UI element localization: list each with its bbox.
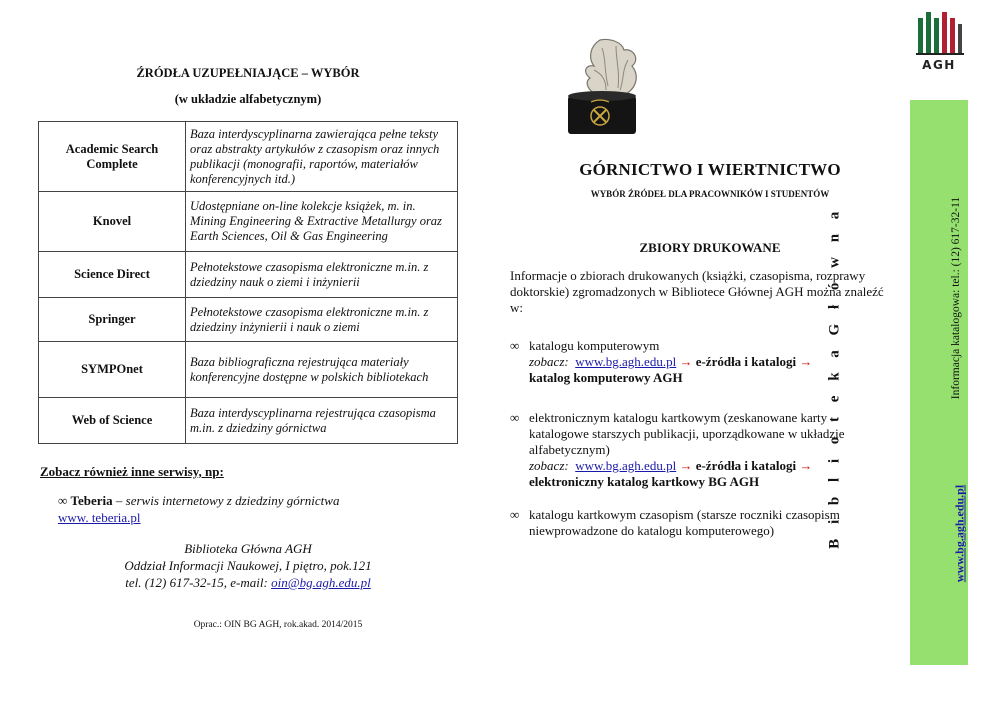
- table-row: [39, 122, 458, 192]
- source-name: Science Direct: [39, 252, 186, 298]
- intro-paragraph: Informacje o zbiorach drukowanych (książki, czasopisma, rozprawy doktorskie) zgromadzonych w Bibliotece Głównej AGH można znaleźć w:: [510, 268, 884, 315]
- miner-emblem-icon: [560, 36, 660, 148]
- banner-library-title: B i b l i o t e k a G ł ó w n a: [826, 206, 843, 549]
- bg-agh-link[interactable]: www.bg.agh.edu.pl: [575, 354, 677, 369]
- table-row: [39, 298, 458, 342]
- bg-agh-link[interactable]: www.bg.agh.edu.pl: [575, 458, 677, 473]
- teberia-item: [58, 492, 339, 526]
- source-description: Baza interdyscyplinarna zawierająca pełne teksty oraz abstrakty artykułów z czasopism oraz innych publikacji (monografii, raportów, materiałów konferencyjnych itd.): [186, 122, 458, 192]
- arrow-right-icon: →: [679, 458, 693, 473]
- teberia-name: Teberia: [70, 493, 113, 508]
- arrow-right-icon: →: [799, 354, 813, 369]
- agh-logo-icon: [914, 8, 966, 58]
- teberia-description: – serwis internetowy z dziedziny górnictwa: [115, 493, 340, 508]
- source-name: Springer: [39, 298, 186, 342]
- source-description: Baza interdyscyplinarna rejestrująca czasopisma m.in. z dziedziny górnictwa: [186, 398, 458, 444]
- see-also-heading: Zobacz również inne serwisy, np:: [40, 464, 224, 479]
- teberia-link[interactable]: www. teberia.pl: [58, 510, 141, 525]
- contact-library: Biblioteka Główna AGH: [184, 541, 312, 556]
- arrow-right-icon: →: [679, 354, 693, 369]
- table-row: [39, 342, 458, 398]
- sources-subheading: (w układzie alfabetycznym): [174, 92, 322, 106]
- arrow-right-icon: →: [799, 458, 813, 473]
- list-item-journal-catalog: ∞ katalogu kartkowym czasopism (starsze roczniki czasopism niewprowadzone do katalogu komputerowego): [510, 507, 840, 538]
- list-item-card-catalog: ∞ elektronicznym katalogu kartkowym (zeskanowane karty katalogowe starszych publikacji, uporządkowane w układzie alfabetycznym) zobacz: www.bg.agh.edu.pl → e-źródła i katalogi → elektroniczny katalog kartkowy BG AGH: [510, 410, 845, 489]
- banner-link[interactable]: www.bg.agh.edu.pl: [952, 484, 967, 583]
- source-description: Udostępniane on-line kolekcje książek, m. in. Mining Engineering & Extractive Metallurgy oraz Earth Sciences, Oil & Gas Engineering: [186, 192, 458, 252]
- table-row: [39, 252, 458, 298]
- contact-phone-email: tel. (12) 617-32-15, e-mail: oin@bg.agh.edu.pl: [125, 575, 371, 590]
- bullet-symbol: ∞: [510, 338, 520, 353]
- contact-block: [38, 540, 458, 591]
- sources-heading: ŹRÓDŁA UZUPEŁNIAJĄCE – WYBÓR: [136, 66, 360, 80]
- sources-table: [38, 121, 458, 444]
- page-title: GÓRNICTWO I WIERTNICTWO: [579, 160, 841, 179]
- source-name: Knovel: [39, 192, 186, 252]
- agh-logo-text: AGH: [922, 58, 956, 72]
- list-item-catalog: ∞ katalogu komputerowym zobacz: www.bg.agh.edu.pl → e-źródła i katalogi → katalog komputerowy AGH: [510, 338, 813, 385]
- contact-department: Oddział Informacji Naukowej, I piętro, pok.121: [124, 558, 372, 573]
- page-subtitle: WYBÓR ŹRÓDEŁ DLA PRACOWNIKÓW I STUDENTÓW: [590, 189, 830, 199]
- bullet-symbol: ∞: [58, 493, 68, 508]
- source-name: Academic Search Complete: [39, 122, 186, 192]
- source-description: Baza bibliograficzna rejestrująca materiały konferencyjne dostępne w polskich bibliotekach: [186, 342, 458, 398]
- card-catalog-target: elektroniczny katalog kartkowy BG AGH: [529, 474, 760, 489]
- source-description: Pełnotekstowe czasopisma elektroniczne m.in. z dziedziny nauk o ziemi i inżynierii: [186, 252, 458, 298]
- banner-phone: Informacja katalogowa: tel.: (12) 617-32-11: [950, 196, 962, 400]
- bullet-symbol: ∞: [510, 410, 520, 425]
- source-name: Web of Science: [39, 398, 186, 444]
- section-heading: ZBIORY DRUKOWANE: [639, 240, 781, 255]
- table-row: [39, 192, 458, 252]
- catalog-target: katalog komputerowy AGH: [529, 370, 683, 385]
- footer-credits: Oprac.: OIN BG AGH, rok.akad. 2014/2015: [193, 620, 363, 630]
- source-description: Pełnotekstowe czasopisma elektroniczne m.in. z dziedziny inżynierii i nauk o ziemi: [186, 298, 458, 342]
- bullet-symbol: ∞: [510, 507, 520, 522]
- source-name: SYMPOnet: [39, 342, 186, 398]
- table-row: [39, 398, 458, 444]
- contact-email-link[interactable]: oin@bg.agh.edu.pl: [271, 575, 371, 590]
